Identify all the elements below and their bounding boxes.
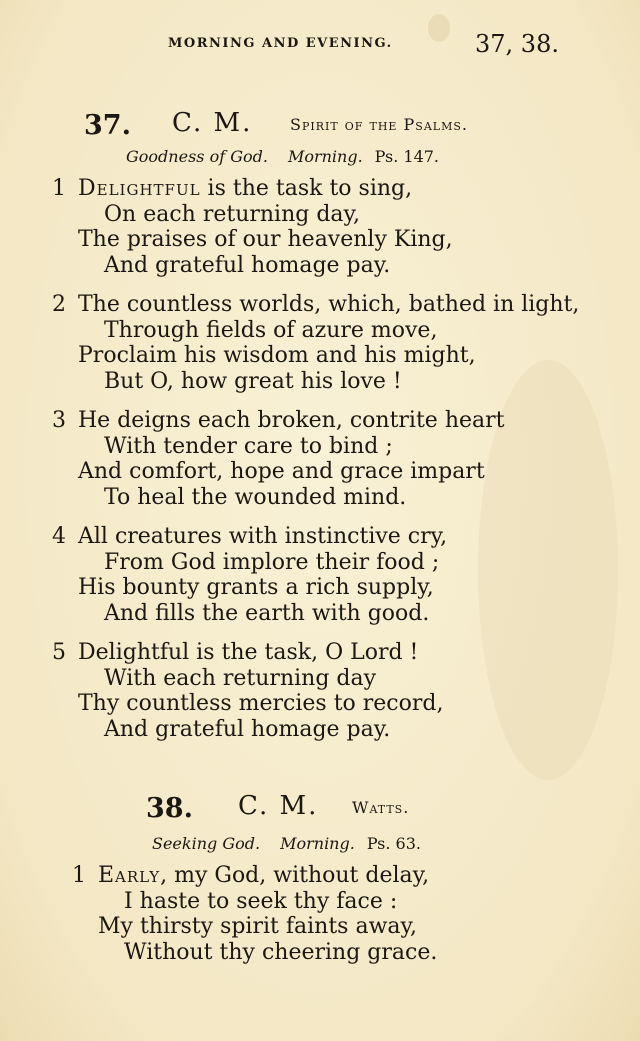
verse-number: 4: [52, 524, 66, 549]
scripture-reference: Ps. 147.: [374, 147, 440, 166]
verse-number: 1: [72, 863, 86, 888]
verse-line: And grateful homage pay.: [104, 252, 391, 278]
hymn-number: 38.: [146, 793, 193, 824]
verse-line: Without thy cheering grace.: [124, 939, 438, 965]
verse-line-text: He deigns each broken, contrite heart: [78, 408, 505, 433]
verse-line: [52, 408, 505, 434]
verse-line: His bounty grants a rich supply,: [78, 575, 434, 600]
verse-number: 3: [52, 408, 66, 433]
verse-line: On each returning day,: [104, 201, 361, 227]
running-head: MORNING AND EVENING.: [168, 36, 393, 51]
verse-number: 2: [52, 292, 66, 317]
verse-number: 5: [52, 640, 66, 665]
verse-line-text: Delightful is the task, O Lord !: [78, 640, 419, 665]
subtitle-topic: Seeking God.: [152, 834, 261, 853]
verse-first-word: Early: [98, 863, 161, 888]
verse-line: [52, 640, 443, 666]
paper-stain: [428, 14, 450, 42]
verse-number: 1: [52, 176, 66, 201]
verse: [52, 408, 505, 510]
verse-line: The praises of our heavenly King,: [78, 227, 453, 252]
scripture-reference: Ps. 63.: [366, 834, 421, 853]
hymn-source: Watts.: [352, 798, 410, 817]
verse-line-text: All creatures with instinctive cry,: [78, 524, 448, 549]
verse-line-text: is the task to sing,: [200, 176, 413, 201]
verse-line: [52, 176, 453, 202]
hymn-meter: C. M.: [238, 791, 319, 821]
verse-line: From God implore their food ;: [104, 549, 440, 575]
verse-line: To heal the wounded mind.: [104, 484, 407, 510]
verse-line: With tender care to bind ;: [104, 433, 393, 459]
verse: [52, 640, 443, 742]
verse-first-word: Delightful: [78, 176, 201, 201]
verse-line: Thy countless mercies to record,: [78, 691, 444, 716]
verse: [52, 524, 447, 626]
verse-line: And fills the earth with good.: [104, 600, 430, 626]
verse-line: And grateful homage pay.: [104, 716, 391, 742]
verse-line-text: , my God, without delay,: [160, 863, 430, 888]
subtitle-time: Morning.: [287, 147, 363, 166]
verse-line: I haste to seek thy face :: [124, 888, 398, 914]
verse: [52, 292, 579, 394]
hymn-meter: C. M.: [172, 108, 253, 138]
verse-line: Through fields of azure move,: [104, 317, 438, 343]
verse: [72, 863, 437, 965]
verse-line: [52, 292, 579, 318]
verse: [52, 176, 453, 278]
hymn-subtitle: [126, 147, 439, 166]
verse-line: Proclaim his wisdom and his might,: [78, 343, 476, 368]
hymn-subtitle: [152, 834, 421, 853]
verse-line-text: The countless worlds, which, bathed in light,: [78, 292, 580, 317]
verse-line: And comfort, hope and grace impart: [78, 459, 485, 484]
hymn-source: Spirit of the Psalms.: [290, 115, 468, 134]
verse-line: But O, how great his love !: [104, 368, 402, 394]
hymn-number: 37.: [84, 110, 131, 141]
verse-line: [52, 524, 447, 550]
subtitle-topic: Goodness of God.: [126, 147, 268, 166]
page-numbers: 37, 38.: [475, 30, 559, 58]
subtitle-time: Morning.: [280, 834, 355, 853]
verse-line: My thirsty spirit faints away,: [98, 914, 418, 939]
verse-line: [72, 863, 437, 889]
verse-line: With each returning day: [104, 665, 377, 691]
